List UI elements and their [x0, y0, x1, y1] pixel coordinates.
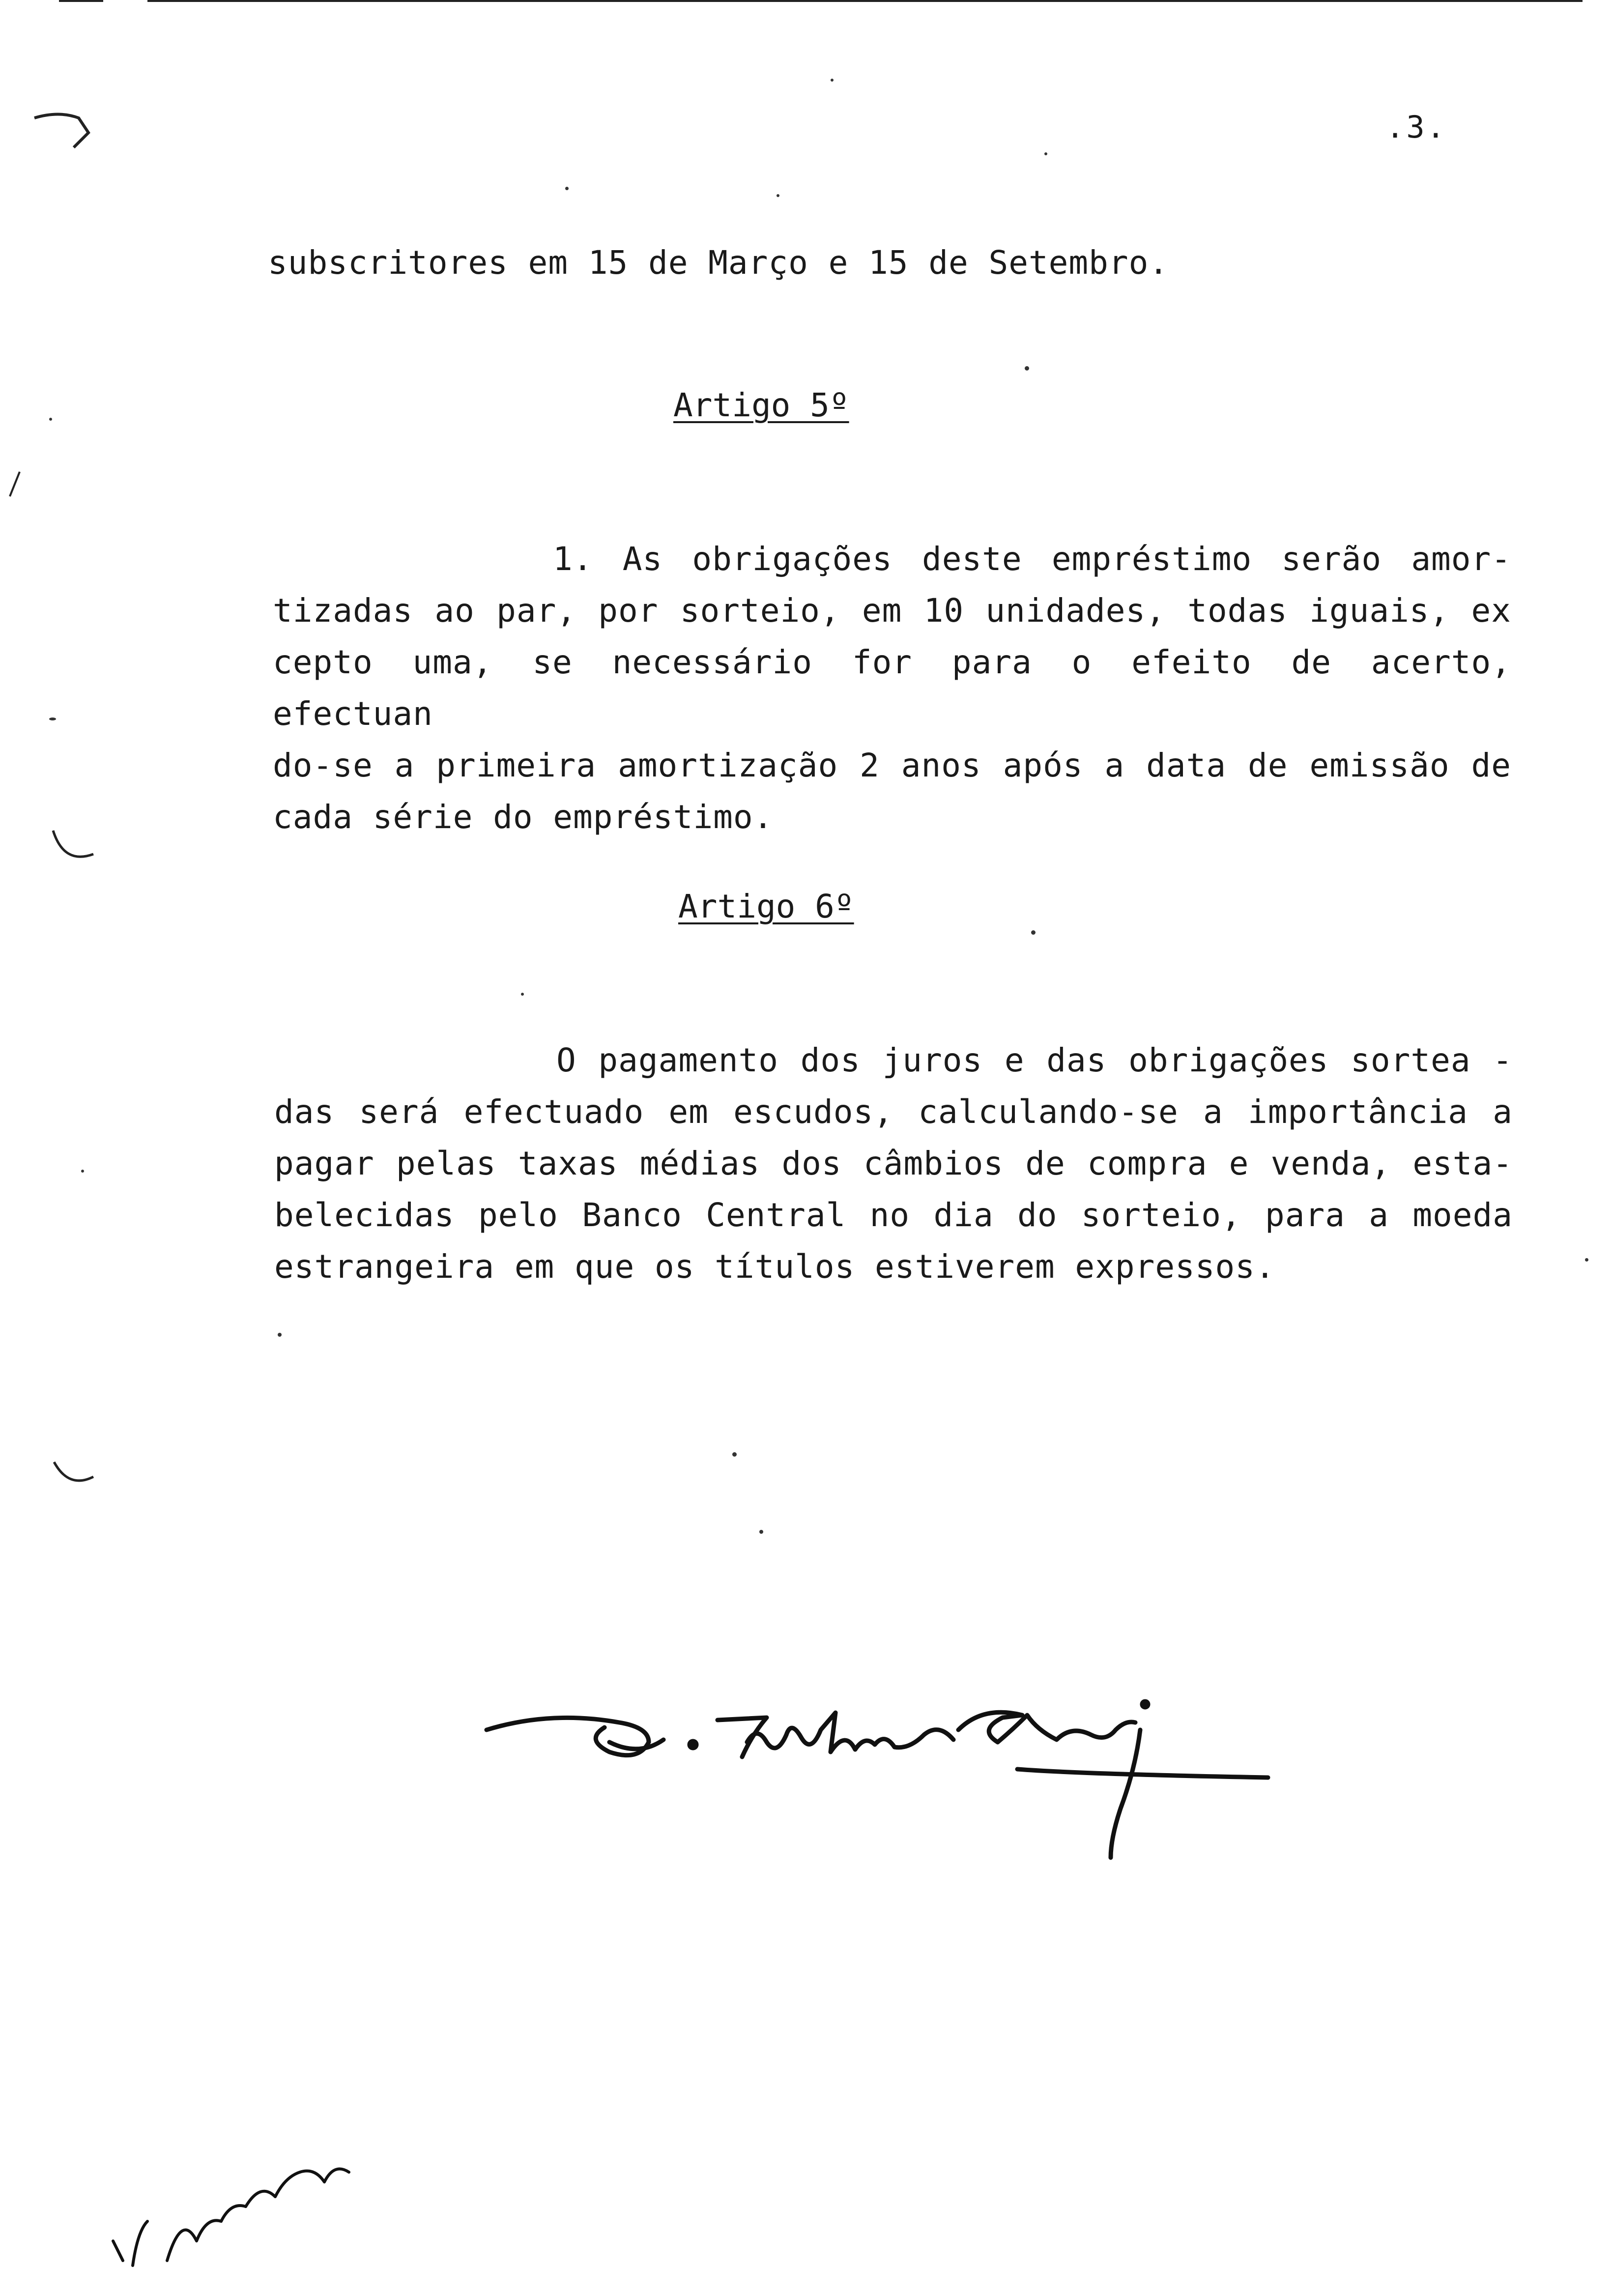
article-5-line: tizadas ao par, por sorteio, em 10 unidades, todas iguais, ex: [273, 592, 1511, 630]
speck: [732, 1452, 737, 1457]
initials: [113, 2169, 349, 2266]
article-5-title: Artigo 5º: [673, 386, 849, 424]
margin-stroke-mark: [10, 472, 20, 496]
speck: [831, 79, 834, 82]
article-6-line: O pagamento dos juros e das obrigações sortea -: [556, 1041, 1513, 1079]
article-6-line: estrangeira em que os títulos estiverem expressos.: [274, 1248, 1275, 1286]
speck: [49, 418, 52, 421]
article-5-line: cada série do empréstimo.: [273, 798, 774, 836]
margin-arc-mark: [54, 1462, 93, 1481]
article-5-line: 1. As obrigações deste empréstimo serão amor-: [553, 540, 1511, 578]
speck: [81, 1170, 84, 1173]
speck: [1044, 152, 1047, 155]
speck: [1025, 366, 1029, 371]
intro-text: subscritores em 15 de Março e 15 de Setembro.: [268, 244, 1169, 282]
signature: [487, 1701, 1268, 1858]
corner-smudge-mark: [34, 115, 88, 148]
article-5-line: cepto uma, se necessário for para o efeito de acerto, efectuan: [273, 643, 1511, 733]
speck: [1031, 930, 1036, 935]
speck: [278, 1333, 282, 1337]
speck: [1585, 1258, 1588, 1262]
speck: [521, 993, 524, 996]
margin-arc-mark: [53, 831, 93, 857]
article-5-line: do-se a primeira amortização 2 anos após a data de emissão de: [273, 746, 1511, 784]
article-6-title: Artigo 6º: [678, 888, 854, 925]
article-6-line: das será efectuado em escudos, calculando-se a importância a: [274, 1093, 1513, 1131]
article-6-line: pagar pelas taxas médias dos câmbios de compra e venda, esta-: [274, 1145, 1513, 1182]
speck: [565, 187, 569, 190]
page-number: .3.: [1386, 109, 1447, 145]
speck: [49, 718, 56, 720]
speck: [777, 194, 779, 197]
speck: [759, 1530, 763, 1534]
article-6-line: belecidas pelo Banco Central no dia do sorteio, para a moeda: [274, 1196, 1513, 1234]
